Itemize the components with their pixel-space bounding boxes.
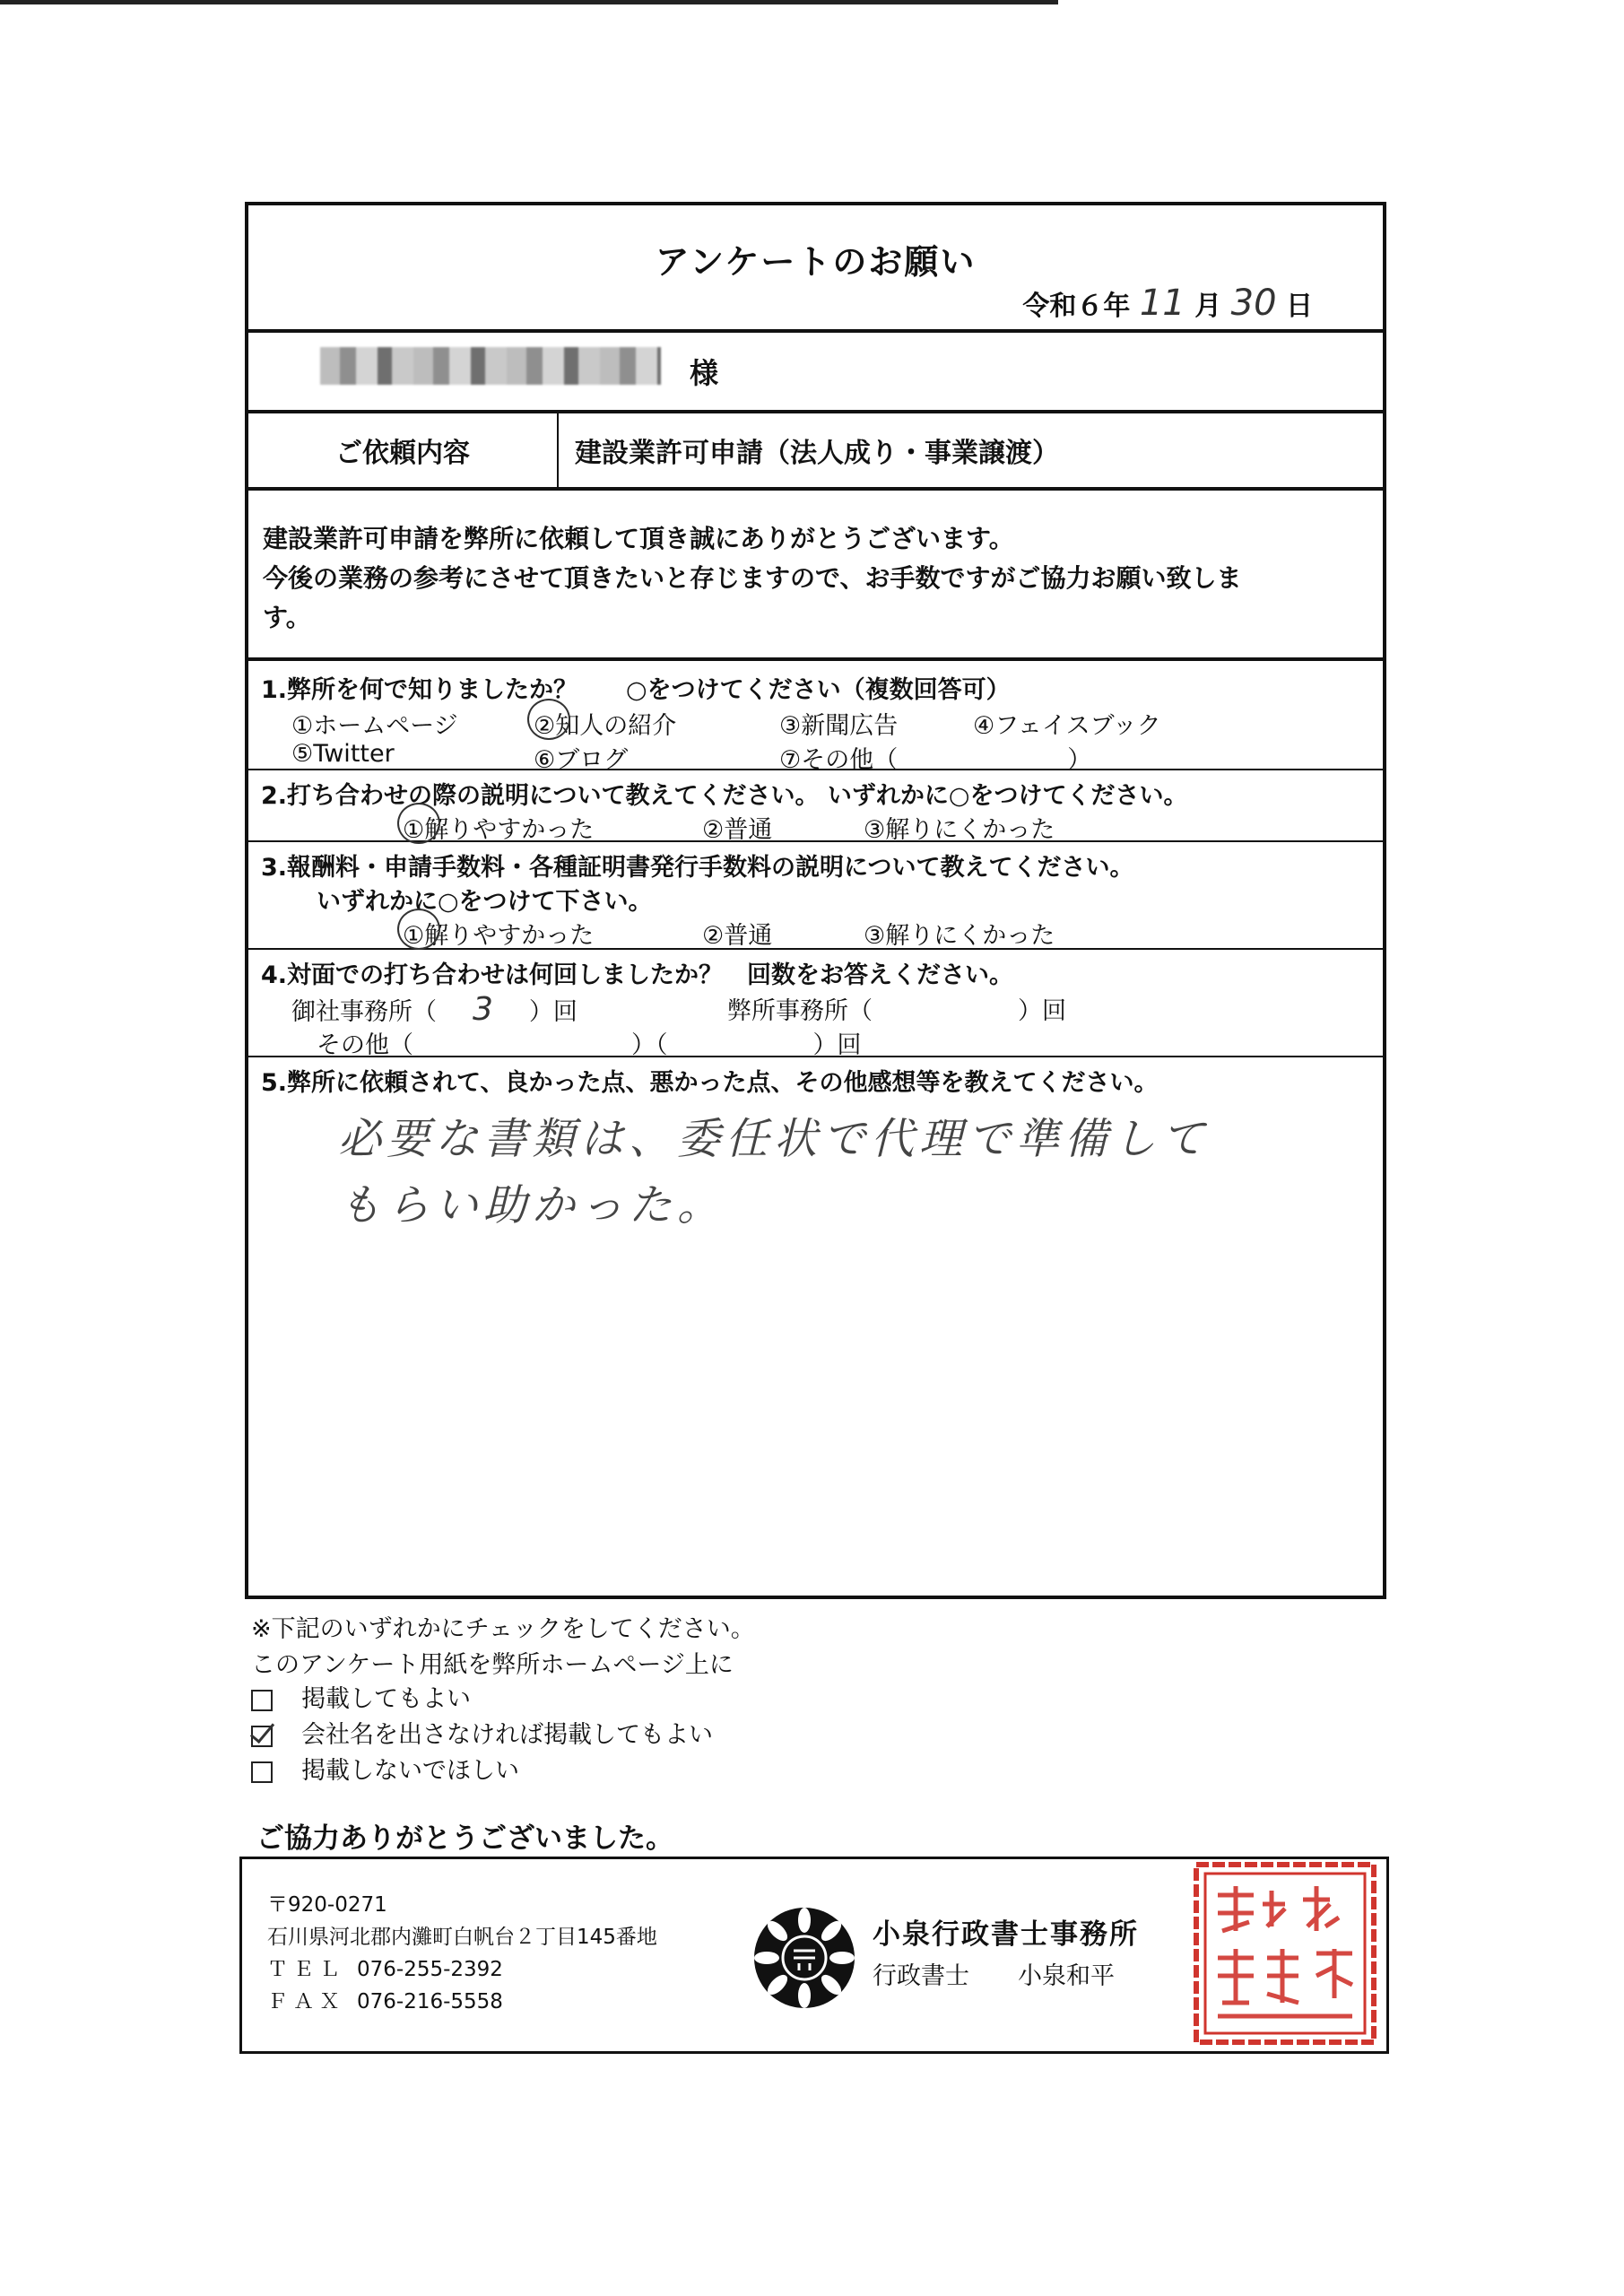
q3-option-1[interactable]: ①解りやすかった: [403, 922, 595, 950]
intro-row: [248, 491, 1383, 661]
survey-form: [245, 202, 1386, 1599]
thanks-message: ご協力ありがとうございました。: [256, 1822, 673, 1855]
q2-text: 2.打ち合わせの際の説明について教えてください。 いずれかに○をつけてください。: [261, 782, 1188, 810]
intro-text: [263, 519, 1347, 638]
q2-selected-circle: [397, 803, 440, 844]
q1-option-7[interactable]: ⑦その他（ ）: [779, 746, 1092, 774]
q1-selected-circle: [527, 699, 570, 740]
q5-text: 5.弊所に依頼されて、良かった点、悪かった点、その他感想等を教えてください。: [261, 1069, 1159, 1097]
date-line: [1022, 283, 1313, 324]
representative-name: 小泉和平: [1018, 1962, 1115, 1990]
q4-client-label: 御社事務所（: [291, 998, 437, 1026]
q4-other[interactable]: その他（ ）（ ）回: [317, 1031, 862, 1059]
publish-option-2[interactable]: [251, 1715, 713, 1750]
office-footer: [239, 1857, 1389, 2054]
date-month: 11: [1139, 283, 1185, 324]
fax-line: [267, 1985, 503, 2014]
q4-client-count[interactable]: 3: [473, 991, 493, 1028]
postal-code: 〒920-0271: [267, 1893, 387, 1917]
publish-option-2-label: 会社名を出さなければ掲載してもよい: [301, 1721, 713, 1749]
date-month-suffix: 月: [1194, 291, 1222, 322]
q1-option-3[interactable]: ③新聞広告: [779, 712, 899, 740]
publish-note: ※下記のいずれかにチェックをしてください。: [251, 1615, 755, 1643]
publish-option-1[interactable]: [251, 1679, 471, 1714]
publish-option-3[interactable]: [251, 1751, 519, 1786]
q3-option-2[interactable]: ②普通: [702, 922, 773, 950]
office-name: 小泉行政書士事務所: [873, 1918, 1139, 1951]
q4-our-office[interactable]: 弊所事務所（ ）回: [727, 997, 1066, 1025]
intro-line-1: 建設業許可申請を弊所に依頼して頂き誠にありがとうございます。: [263, 524, 1014, 553]
honorific: 様: [690, 356, 719, 390]
question-4: [248, 950, 1383, 1057]
date-day: 30: [1230, 283, 1277, 324]
scan-top-edge: [0, 0, 1058, 4]
q2-option-3[interactable]: ③解りにくかった: [864, 816, 1055, 844]
fax-label: ＦＡＸ: [267, 1990, 345, 2013]
recipient-row: [248, 333, 1383, 413]
request-row: [248, 413, 1383, 491]
q1-option-2[interactable]: ②知人の紹介: [534, 712, 677, 740]
checkbox-publish-anonymous[interactable]: [251, 1726, 273, 1747]
checkbox-publish-ok[interactable]: [251, 1690, 273, 1711]
q5-answer[interactable]: [338, 1106, 1210, 1239]
representative-title: 行政書士: [873, 1962, 969, 1990]
request-value: 建設業許可申請（法人成り・事業譲渡）: [575, 438, 1059, 469]
page-title: アンケートのお願い: [655, 242, 977, 282]
q1-option-4[interactable]: ④フェイスブック: [973, 712, 1161, 740]
office-address: 石川県河北郡内灘町白帆台２丁目145番地: [267, 1926, 657, 1949]
q3-option-3[interactable]: ③解りにくかった: [864, 922, 1055, 950]
checkbox-publish-no[interactable]: [251, 1761, 273, 1783]
redacted-name: [320, 347, 661, 385]
question-2: [248, 770, 1383, 842]
gyoseishoshi-emblem-icon: [751, 1904, 858, 2012]
date-day-suffix: 日: [1286, 291, 1313, 322]
intro-line-2: 今後の業務の参考にさせて頂きたいと存じますので、お手数ですがご協力お願い致しま: [263, 563, 1242, 593]
publish-option-1-label: 掲載してもよい: [301, 1685, 471, 1713]
q1-option-5[interactable]: ⑤Twitter: [291, 740, 395, 768]
intro-line-3: す。: [263, 603, 311, 632]
q1-option-6[interactable]: ⑥ブログ: [534, 746, 629, 774]
question-5: [248, 1057, 1383, 1596]
q3-text-2: いずれかに○をつけて下さい。: [317, 888, 653, 916]
question-1: [248, 661, 1383, 774]
q5-answer-line-2: もらい助かった。: [338, 1180, 726, 1231]
q3-selected-circle: [397, 909, 440, 950]
request-label: ご依頼内容: [248, 413, 559, 487]
date-era: 令和６年: [1022, 291, 1131, 322]
q3-text: 3.報酬料・申請手数料・各種証明書発行手数料の説明について教えてください。: [261, 854, 1134, 882]
q4-client-office: [291, 991, 578, 1028]
office-seal-stamp: [1191, 1859, 1379, 2048]
q5-answer-line-1: 必要な書類は、委任状で代理で準備して: [338, 1114, 1211, 1164]
tel-label: ＴＥＬ: [267, 1958, 345, 1981]
question-3: [248, 842, 1383, 950]
fax-number: 076-216-5558: [357, 1990, 503, 2013]
q4-text: 4.対面での打ち合わせは何回しましたか？ 回数をお答えください。: [261, 961, 1014, 989]
tel-number: 076-255-2392: [357, 1958, 503, 1981]
q2-option-1[interactable]: ①解りやすかった: [403, 816, 595, 844]
q4-client-suffix: ）回: [528, 998, 578, 1026]
q1-option-1[interactable]: ①ホームページ: [291, 712, 458, 740]
publish-option-3-label: 掲載しないでほしい: [301, 1757, 519, 1785]
q1-text: 1.弊所を何で知りましたか？ ○をつけてください（複数回答可）: [261, 676, 1011, 704]
title-row: [248, 205, 1383, 333]
publish-lead: このアンケート用紙を弊所ホームページ上に: [251, 1651, 734, 1679]
tel-line: [267, 1952, 503, 1982]
q2-option-2[interactable]: ②普通: [702, 816, 773, 844]
representative: [873, 1956, 1115, 1991]
